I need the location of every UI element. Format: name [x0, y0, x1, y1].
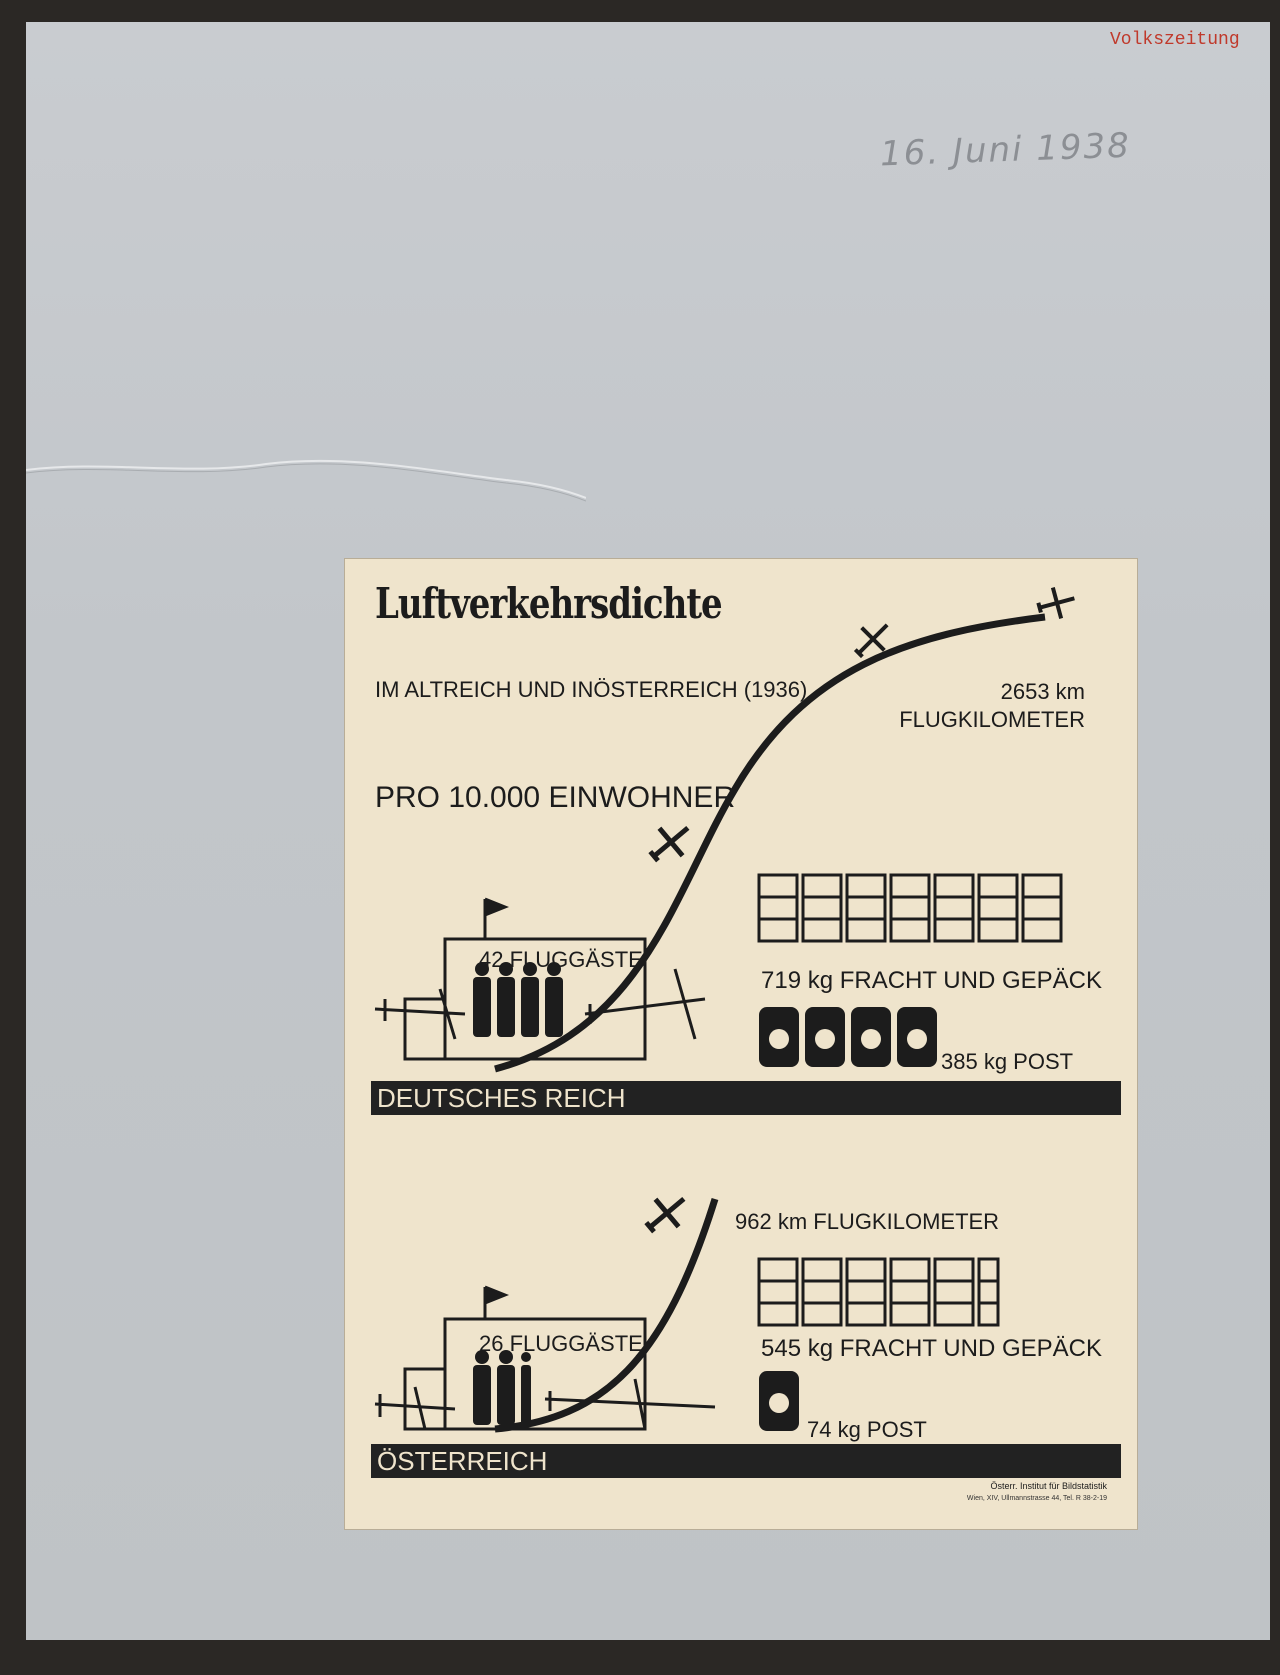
dr-freight: 719 kg FRACHT UND GEPÄCK: [761, 967, 1102, 994]
clipping-headline: Luftverkehrsdichte: [375, 579, 722, 629]
oe-freight: 545 kg FRACHT UND GEPÄCK: [761, 1335, 1102, 1362]
credit-address: Wien, XIV, Ullmannstrasse 44, Tel. R 38-2-19: [966, 1495, 1107, 1502]
newspaper-clipping: [344, 558, 1138, 1530]
oe-ground-plane-left: [375, 1387, 455, 1429]
dr-flight-km-label: FLUGKILOMETER: [899, 707, 1085, 732]
source-stamp: Volkszeitung: [1110, 30, 1240, 50]
dr-passengers: 42 FLUGGÄSTE: [479, 947, 643, 972]
dr-passenger-icons: [473, 962, 563, 1037]
oe-ground-plane-right: [545, 1379, 715, 1429]
handwritten-date: 16. Juni 1938: [879, 125, 1132, 175]
dr-band: DEUTSCHES REICH: [371, 1081, 1121, 1115]
dr-post-icons: [759, 1007, 937, 1067]
oe-post: 74 kg POST: [807, 1417, 927, 1442]
dr-flight-km: 2653 km: [1000, 679, 1085, 704]
airplane-icon: [639, 1185, 696, 1241]
oe-post-icons: [759, 1371, 799, 1431]
dr-ground-plane-left: [375, 989, 465, 1039]
clipping-subtitle: IM ALTREICH UND INÖSTERREICH (1936): [375, 677, 808, 702]
oe-freight-icons: [759, 1259, 998, 1325]
airplane-icon: [643, 814, 700, 870]
oe-flight-km: 962 km FLUGKILOMETER: [735, 1209, 1000, 1234]
dr-post: 385 kg POST: [941, 1049, 1074, 1074]
credit-line: Österr. Institut für Bildstatistik: [990, 1481, 1107, 1491]
oe-passengers: 26 FLUGGÄSTE: [479, 1331, 643, 1356]
oe-band: ÖSTERREICH: [371, 1444, 1121, 1478]
clipping-subtitle-per-capita: PRO 10.000 EINWOHNER: [375, 781, 736, 814]
dr-freight-icons: [759, 875, 1061, 941]
oe-passenger-icons: [473, 1350, 531, 1425]
